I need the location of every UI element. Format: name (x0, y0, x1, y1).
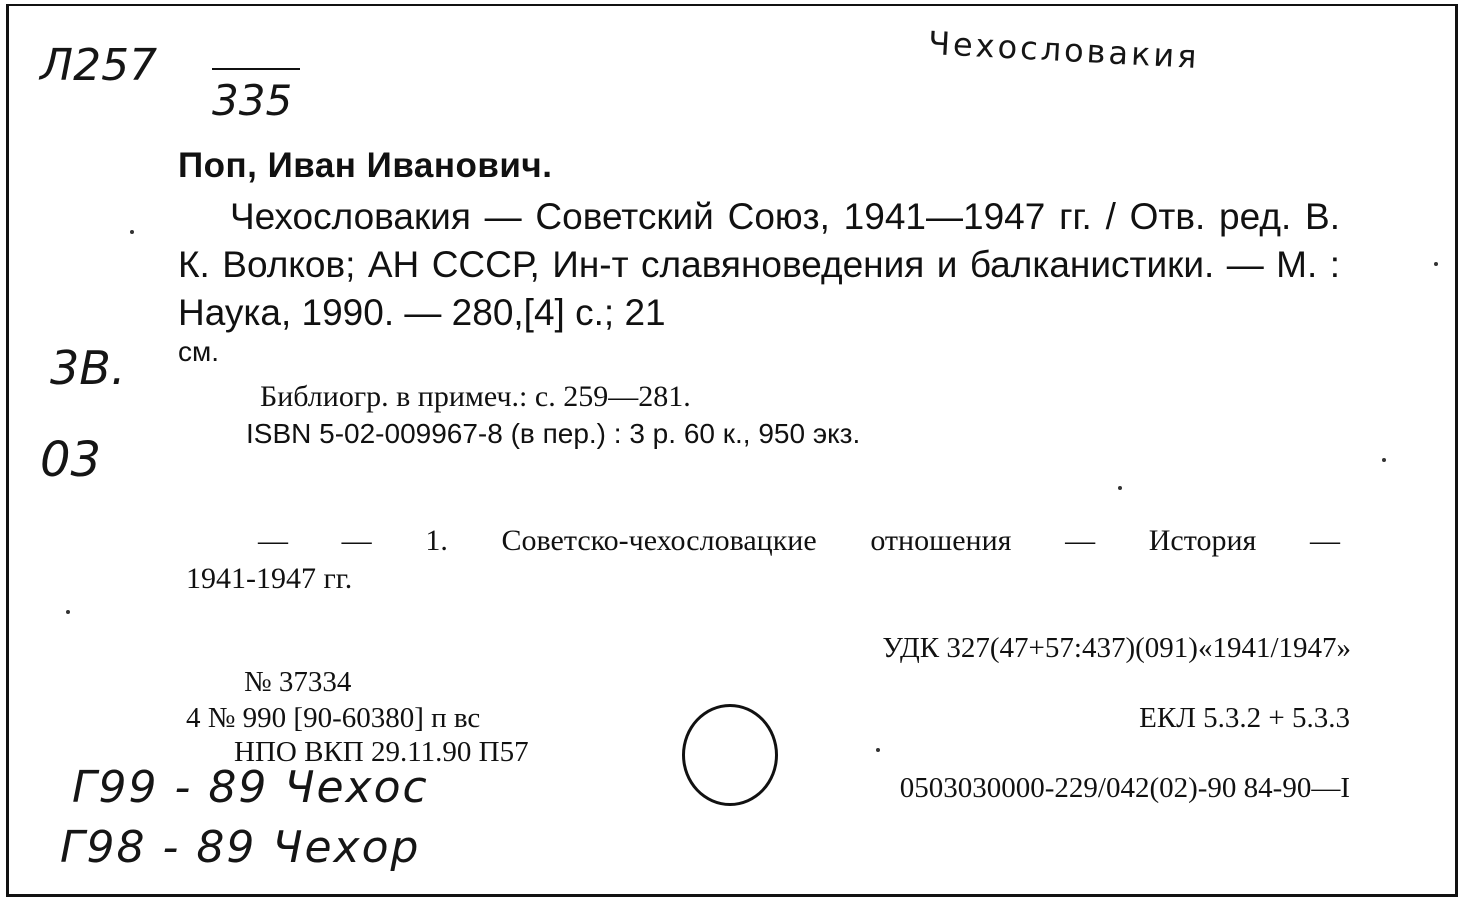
record-title-line: Чехословакия — Советский Союз, 1941—1947 гг. / Отв. ред. В. К. Волков; АН СССР, Ин-т славяноведения и балканистики. — М. : Наука, 1990. — 280,[4] с.; 21 (178, 196, 1340, 333)
speck (1382, 458, 1386, 462)
speck (1434, 262, 1438, 266)
record-author: Поп, Иван Иванович. (178, 146, 553, 185)
udk-classification: УДК 327(47+57:437)(091)«1941/1947» (882, 632, 1351, 664)
accession-number: № 37334 (244, 666, 352, 698)
printer-info: НПО ВКП 29.11.90 П57 (234, 736, 529, 768)
speck (876, 748, 880, 752)
handwritten-bottom-note-1: Г99 - 89 Чехос (72, 762, 429, 813)
handwritten-bottom-note-2: Г98 - 89 Чехор (60, 822, 421, 873)
handwritten-side-note-1: 3В. (50, 341, 126, 395)
order-info: 4 № 990 [90-60380] п вс (186, 702, 481, 734)
record-size-unit: см. (178, 336, 220, 367)
handwritten-call-number-bottom: 335 (212, 76, 293, 125)
subject-heading: — — 1. Советско-чехословацкие отношения — История — (258, 524, 1340, 557)
record-description (178, 193, 1340, 367)
handwritten-side-note-2: 03 (40, 432, 102, 488)
isbn-note: ISBN 5-02-009967-8 (в пер.) : 3 р. 60 к., 950 экз. (246, 418, 861, 449)
ekl-classification: ЕКЛ 5.3.2 + 5.3.3 (1139, 702, 1350, 734)
record-code: 0503030000-229/042(02)-90 84-90—I (899, 772, 1350, 804)
speck (66, 610, 70, 614)
subject-dates: 1941-1947 гг. (186, 562, 353, 595)
handwritten-call-number-top: Л257 (40, 40, 158, 91)
speck (1118, 486, 1122, 490)
bibliography-note: Библиогр. в примеч.: с. 259—281. (260, 380, 691, 413)
handwritten-country-note: Чехословакия (927, 23, 1201, 77)
fraction-line (212, 68, 300, 70)
stamp-circle (682, 704, 778, 806)
speck (130, 230, 134, 234)
